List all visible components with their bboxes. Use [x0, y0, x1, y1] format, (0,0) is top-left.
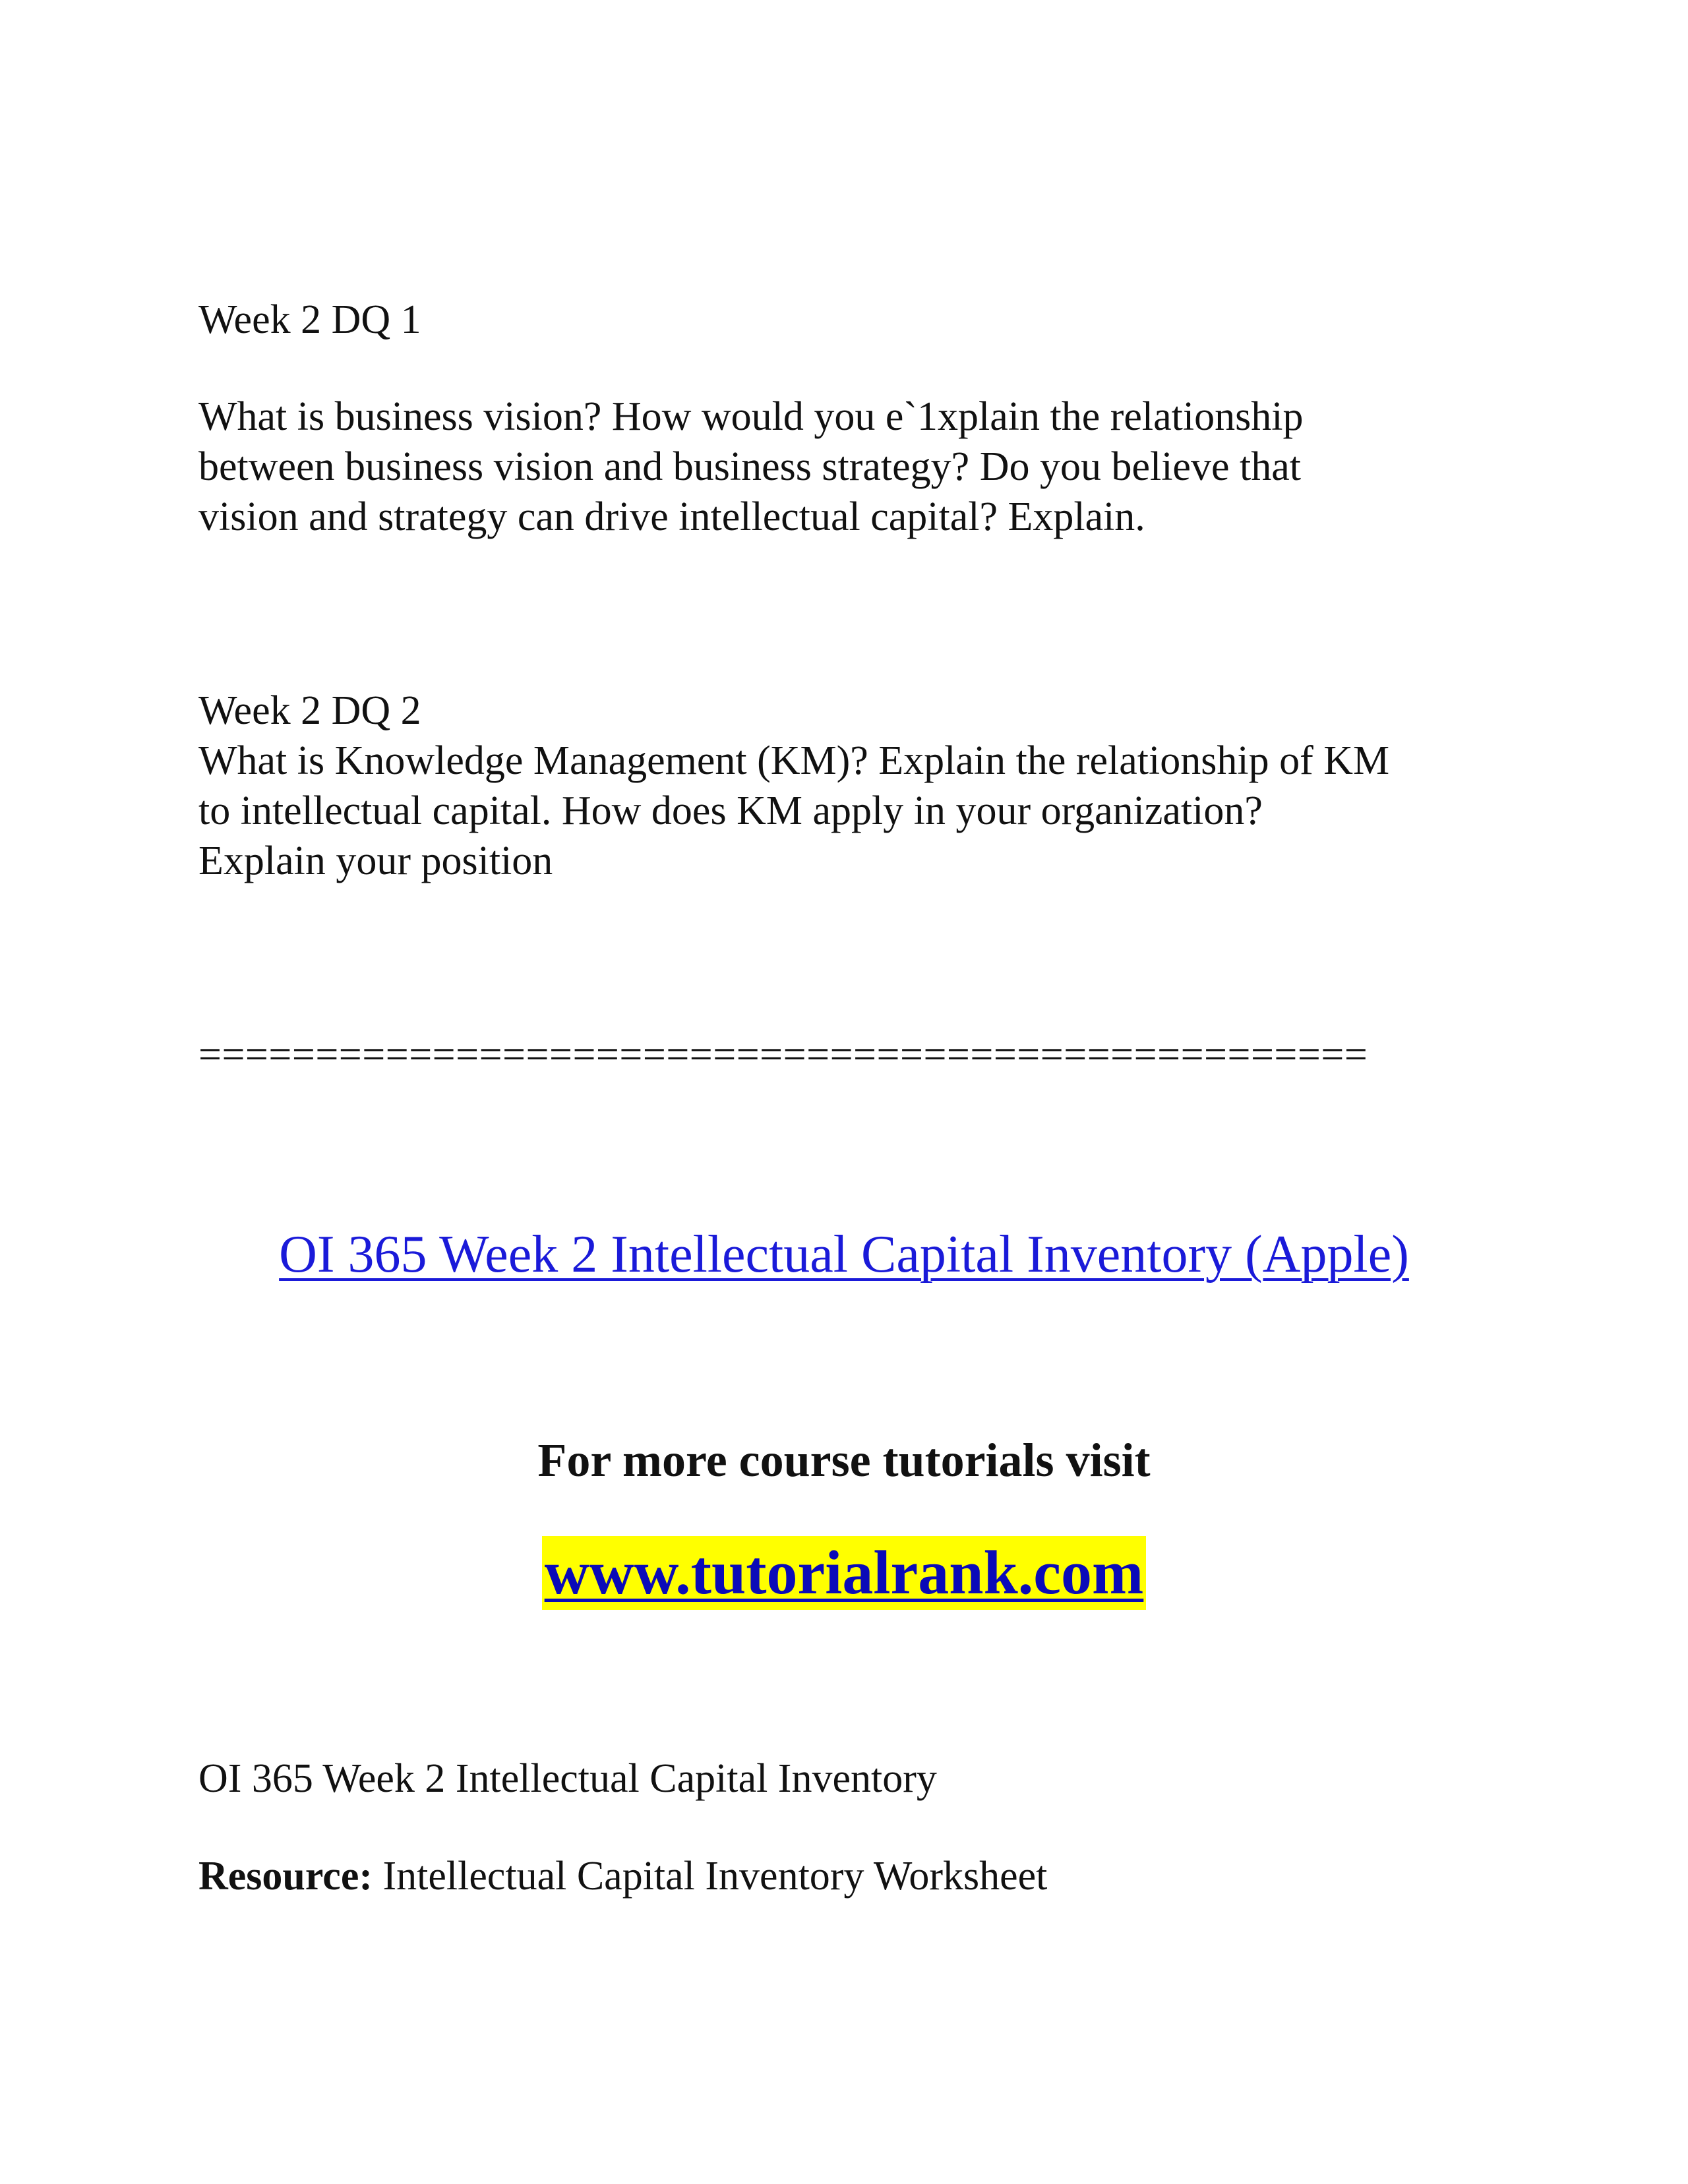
dq1-question: [198, 392, 1517, 542]
dq2-heading: Week 2 DQ 2: [198, 688, 421, 733]
assignment-title-row: [198, 1754, 1517, 1804]
dq2-section: [198, 686, 1517, 886]
resource-row: [198, 1851, 1517, 1901]
dq1-line: between business vision and business strategy? Do you believe that: [198, 444, 1301, 489]
promo-text: For more course tutorials visit: [537, 1434, 1151, 1487]
dq1-section: [198, 295, 1517, 345]
dq2-line: Explain your position: [198, 839, 553, 883]
dq2-line: What is Knowledge Management (KM)? Explain the relationship of KM: [198, 738, 1390, 783]
dq2-line: to intellectual capital. How does KM apply in your organization?: [198, 788, 1263, 833]
url-highlight: [542, 1536, 1147, 1610]
assignment-title: OI 365 Week 2 Intellectual Capital Inventory: [198, 1756, 937, 1801]
url-row: [0, 1536, 1688, 1610]
dq1-line: What is business vision? How would you e`1xplain the relationship: [198, 394, 1304, 439]
tutorialrank-link[interactable]: www.tutorialrank.com: [544, 1539, 1144, 1607]
separator-text: ==================================================: [198, 1032, 1368, 1077]
assignment-link[interactable]: OI 365 Week 2 Intellectual Capital Inventory (Apple): [279, 1225, 1409, 1284]
resource-line: [198, 1851, 1517, 1901]
dq1-heading: Week 2 DQ 1: [198, 297, 421, 342]
promo-row: [0, 1431, 1688, 1490]
resource-label: Resource:: [198, 1854, 373, 1899]
separator-line: [198, 1030, 1517, 1080]
dq1-line: vision and strategy can drive intellectual capital? Explain.: [198, 494, 1145, 539]
assignment-link-row: [0, 1223, 1688, 1286]
resource-value: Intellectual Capital Inventory Worksheet: [372, 1854, 1048, 1899]
